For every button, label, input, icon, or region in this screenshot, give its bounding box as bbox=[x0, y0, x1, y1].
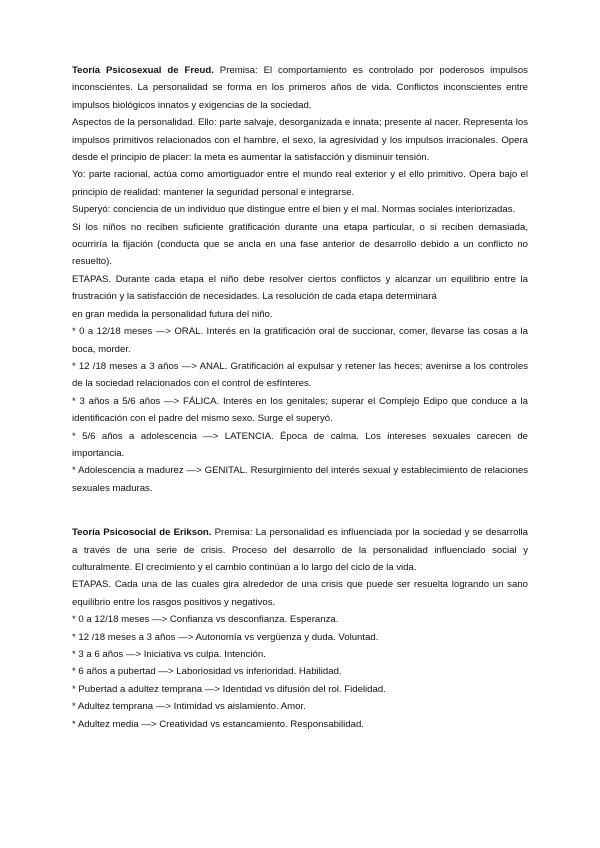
erikson-title: Teoría Psicosocial de Erikson. bbox=[72, 527, 212, 539]
freud-stage-anal: * 12 /18 meses a 3 años —> ANAL. Gratificación al expulsar y retener las heces; avenirse a los controles de la sociedad relacionados con el control de esfínteres. bbox=[72, 360, 528, 390]
erikson-stage-1: * 0 a 12/18 meses —> Confianza vs desconfianza. Esperanza. bbox=[72, 614, 339, 626]
freud-yo: Yo: parte racional, actúa como amortiguador entre el mundo real exterior y el ello primitivo. Opera bajo el principio de realidad: mantener la seguridad personal e integrarse. bbox=[72, 169, 528, 198]
document-page bbox=[72, 62, 528, 733]
freud-intro bbox=[72, 62, 528, 114]
freud-stage-genital: * Adolescencia a madurez —> GENITAL. Resurgimiento del interés sexual y establecimiento de relaciones sexuales maduras. bbox=[72, 465, 528, 494]
freud-superyo: Superyó: conciencia de un individuo que distingue entre el bien y el mal. Normas sociales interiorizadas. bbox=[72, 204, 516, 216]
freud-title: Teoría Psicosexual de Freud. bbox=[72, 65, 214, 76]
freud-premise: Premisa: El comportamiento es controlado por poderosos impulsos inconscientes. La personalidad se forma en los primeros años de vida. Conflictos inconscientes entre impulsos biológicos innatos y exigencias de la sociedad. bbox=[72, 65, 528, 111]
freud-stage-falica: * 3 años a 5/6 años —> FÁLICA. Interés en los genitales; superar el Complejo Edipo que conduce a la identificación con el padre del mismo sexo. Surge el superyó. bbox=[72, 395, 528, 425]
erikson-stage-4: * 6 años a pubertad —> Laboriosidad vs inferioridad. Habilidad. bbox=[72, 666, 342, 678]
erikson-stage-6: * Adultez temprana —> Intimidad vs aislamiento. Amor. bbox=[72, 701, 306, 713]
freud-aspects: Aspectos de la personalidad. Ello: parte salvaje, desorganizada e innata; presente al nacer. Representa los impulsos primitivos relacionados con el hambre, el sexo, la agresividad y los impulsos irracionales. Opera desde el principio de placer: la meta es aumentar la satisfacción y disminuir tensión. bbox=[72, 117, 528, 164]
erikson-stage-2: * 12 /18 meses a 3 años —> Autonomía vs vergüenza y duda. Voluntad. bbox=[72, 631, 379, 643]
freud-etapas-intro-cont: en gran medida la personalidad futura del niño. bbox=[72, 308, 273, 320]
erikson-premise: Premisa: La personalidad es influenciada por la sociedad y se desarrolla a través de una serie de crisis. Proceso del desarrollo de la personalidad influenciado social y culturalmente. El crecimiento y el cambio continúan a lo largo del ciclo de la vida. bbox=[72, 527, 528, 573]
freud-fijacion: Si los niños no reciben suficiente gratificación durante una etapa particular, o si reciben demasiada, ocurriría la fijación (conducta que se ancla en una fase anterior de desarrollo debido a un conflicto no resuelto). bbox=[72, 221, 528, 268]
erikson-intro bbox=[72, 524, 528, 576]
erikson-stage-7: * Adultez media —> Creatividad vs estancamiento. Responsabilidad. bbox=[72, 718, 364, 730]
freud-stage-oral: * 0 a 12/18 meses —> ORAL. Interés en la gratificación oral de succionar, comer, llevarse las cosas a la boca, morder. bbox=[72, 326, 528, 355]
erikson-etapas-intro: ETAPAS. Cada una de las cuales gira alrededor de una crisis que puede ser resuelta logrando un sano equilibrio entre los rasgos positivos y negativos. bbox=[72, 579, 528, 608]
section-divider bbox=[72, 497, 528, 524]
freud-etapas-intro: ETAPAS. Durante cada etapa el niño debe resolver ciertos conflictos y alcanzar un equilibrio entre la frustración y la satisfacción de necesidades. La resolución de cada etapa determinará bbox=[72, 273, 528, 303]
erikson-stage-5: * Pubertad a adultez temprana —> Identidad vs difusión del rol. Fidelidad. bbox=[72, 683, 386, 695]
erikson-stage-3: * 3 a 6 años —> Iniciativa vs culpa. Intención. bbox=[72, 649, 266, 660]
freud-stage-latencia: * 5/6 años a adolescencia —> LATENCIA. Época de calma. Los intereses sexuales carecen de importancia. bbox=[72, 430, 528, 459]
